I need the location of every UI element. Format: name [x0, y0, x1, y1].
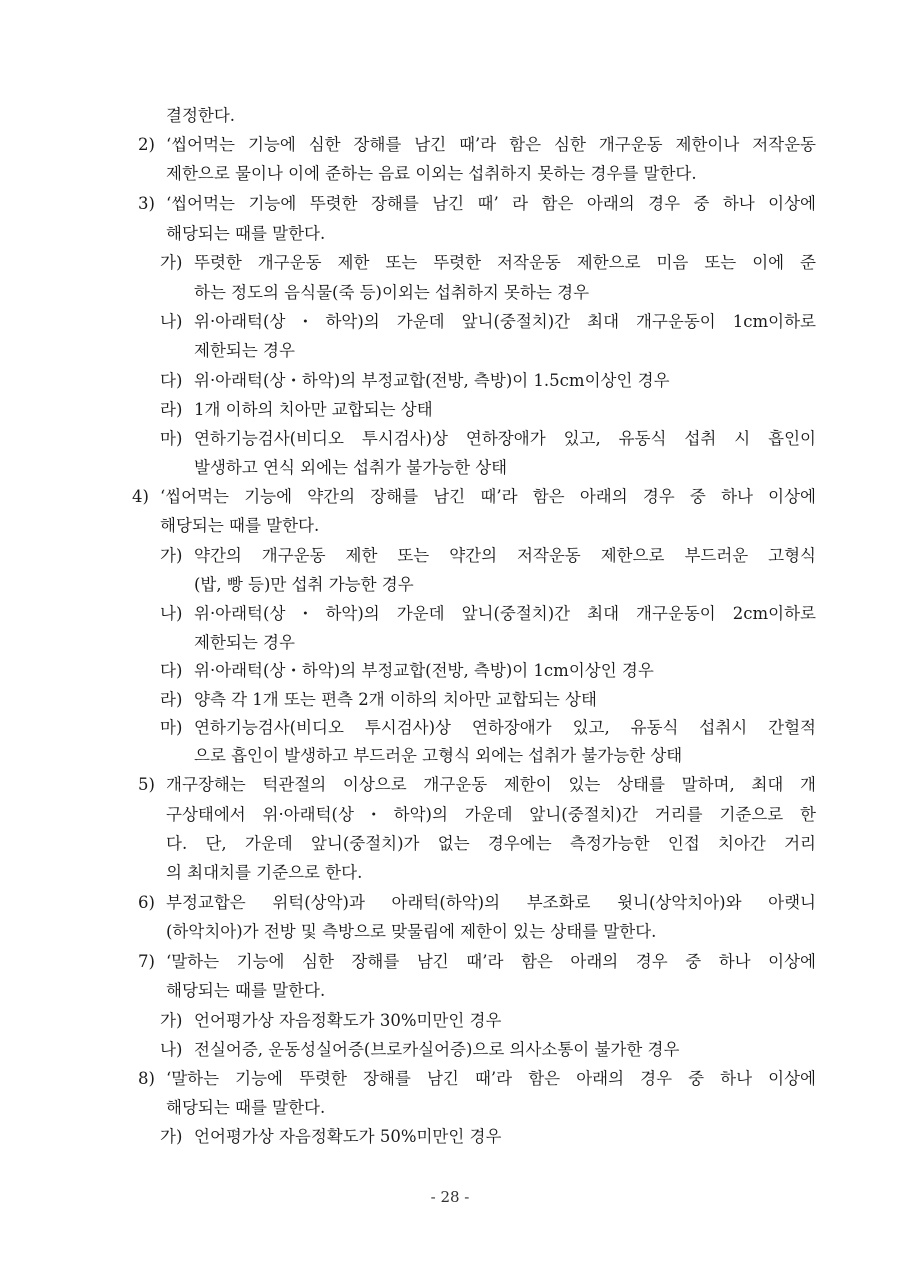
item-label: 다)	[160, 661, 183, 680]
line-text: 위·아래턱(상・하악)의 부정교합(전방, 측방)이 1.5cm이상인 경우	[194, 371, 670, 390]
text-line	[0, 453, 900, 483]
item-label: 다)	[160, 371, 183, 390]
sub-item-ra	[0, 685, 900, 715]
item-label: 가)	[160, 253, 183, 272]
line-text: 위·아래턱(상・하악)의 가운데 앞니(중절치)간 최대 개구운동이 1cm이하로	[194, 312, 816, 331]
text-line	[0, 101, 900, 131]
text-line	[0, 1093, 900, 1123]
text-line	[0, 628, 900, 658]
text-line	[0, 336, 900, 366]
line-text: ‘말하는 기능에 뚜렷한 장해를 남긴 때’라 함은 아래의 경우 중 하나 이상에	[166, 1069, 816, 1088]
line-text: 하는 정도의 음식물(죽 등)이외는 섭취하지 못하는 경우	[194, 283, 590, 302]
sub-item-na	[0, 1035, 900, 1065]
text-line	[0, 511, 900, 541]
text-line	[0, 570, 900, 600]
line-text: 발생하고 연식 외에는 섭취가 불가능한 상태	[194, 458, 508, 477]
line-text: (밥, 빵 등)만 섭취 가능한 경우	[194, 575, 414, 594]
text-line	[0, 219, 900, 249]
list-item-3	[0, 189, 900, 219]
item-label: 4)	[132, 487, 149, 506]
sub-item-da	[0, 366, 900, 396]
text-line	[0, 858, 900, 888]
item-label: 나)	[160, 1040, 183, 1059]
item-label: 가)	[160, 1127, 183, 1146]
line-text: 양측 각 1개 또는 편측 2개 이하의 치아만 교합되는 상태	[194, 690, 597, 709]
sub-item-ma	[0, 424, 900, 454]
line-text: 위·아래턱(상・하악)의 부정교합(전방, 측방)이 1cm이상인 경우	[194, 661, 654, 680]
list-item-5	[0, 770, 900, 800]
line-text: 해당되는 때를 말한다.	[166, 981, 326, 1000]
page-number: - 28 -	[430, 1188, 470, 1206]
line-text: 구상태에서 위·아래턱(상・하악)의 가운데 앞니(중절치)간 거리를 기준으로 한	[166, 805, 816, 824]
item-label: 마)	[160, 429, 183, 448]
text-line	[0, 829, 900, 859]
line-text: 제한되는 경우	[194, 633, 295, 652]
line-text: 해당되는 때를 말한다.	[166, 1098, 326, 1117]
text-line	[0, 800, 900, 830]
line-text: 뚜렷한 개구운동 제한 또는 뚜렷한 저작운동 제한으로 미음 또는 이에 준	[194, 253, 816, 272]
item-label: 6)	[138, 893, 155, 912]
item-label: 나)	[160, 312, 183, 331]
item-label: 라)	[160, 690, 183, 709]
line-text: ‘씹어먹는 기능에 심한 장해를 남긴 때’라 함은 심한 개구운동 제한이나 저작운동	[166, 135, 816, 154]
item-label: 나)	[160, 604, 183, 623]
line-text: 연하기능검사(비디오 투시검사)상 연하장애가 있고, 유동식 섭취 시 흡인이	[194, 429, 816, 448]
line-text: 약간의 개구운동 제한 또는 약간의 저작운동 제한으로 부드러운 고형식	[194, 546, 816, 565]
line-text: 으로 흡인이 발생하고 부드러운 고형식 외에는 섭취가 불가능한 상태	[194, 746, 683, 765]
sub-item-da	[0, 656, 900, 686]
line-text: 언어평가상 자음정확도가 50%미만인 경우	[194, 1127, 502, 1146]
sub-item-ga	[0, 248, 900, 278]
sub-item-ga	[0, 1006, 900, 1036]
item-label: 7)	[138, 952, 155, 971]
line-text: 해당되는 때를 말한다.	[166, 224, 326, 243]
line-text: ‘말하는 기능에 심한 장해를 남긴 때’라 함은 아래의 경우 중 하나 이상에	[166, 952, 816, 971]
item-label: 가)	[160, 1011, 183, 1030]
line-text: 다. 단, 가운데 앞니(중절치)가 없는 경우에는 측정가능한 인접 치아간 거리	[166, 834, 816, 853]
line-text: ‘씹어먹는 기능에 뚜렷한 장해를 남긴 때’ 라 함은 아래의 경우 중 하나 이상에	[166, 194, 816, 213]
sub-item-na	[0, 307, 900, 337]
item-label: 8)	[138, 1069, 155, 1088]
item-label: 2)	[138, 135, 155, 154]
line-text: ‘씹어먹는 기능에 약간의 장해를 남긴 때’라 함은 아래의 경우 중 하나 이상에	[160, 487, 816, 506]
line-text: (하악치아)가 전방 및 측방으로 맞물림에 제한이 있는 상태를 말한다.	[166, 922, 657, 941]
line-text: 제한으로 물이나 이에 준하는 음료 이외는 섭취하지 못하는 경우를 말한다.	[166, 164, 697, 183]
sub-item-ra	[0, 395, 900, 425]
text-line	[0, 917, 900, 947]
sub-item-na	[0, 599, 900, 629]
list-item-8	[0, 1064, 900, 1094]
item-label: 3)	[138, 194, 155, 213]
list-item-4	[0, 482, 900, 512]
line-text: 언어평가상 자음정확도가 30%미만인 경우	[194, 1011, 502, 1030]
line-text: 제한되는 경우	[194, 341, 295, 360]
list-item-6	[0, 888, 900, 918]
line-text: 해당되는 때를 말한다.	[160, 516, 320, 535]
line-text: 의 최대치를 기준으로 한다.	[166, 863, 363, 882]
item-label: 마)	[160, 718, 183, 737]
line-text: 1개 이하의 치아만 교합되는 상태	[194, 400, 433, 419]
text-line	[0, 741, 900, 771]
list-item-2	[0, 130, 900, 160]
line-text: 위·아래턱(상・하악)의 가운데 앞니(중절치)간 최대 개구운동이 2cm이하로	[194, 604, 816, 623]
text-line	[0, 159, 900, 189]
line-text: 부정교합은 위턱(상악)과 아래턱(하악)의 부조화로 윗니(상악치아)와 아랫니	[166, 893, 816, 912]
line-text: 개구장해는 턱관절의 이상으로 개구운동 제한이 있는 상태를 말하며, 최대 개	[166, 775, 816, 794]
item-label: 5)	[138, 775, 155, 794]
text-line	[0, 976, 900, 1006]
item-label: 라)	[160, 400, 183, 419]
text-line	[0, 278, 900, 308]
sub-item-ma	[0, 713, 900, 743]
line-text: 전실어증, 운동성실어증(브로카실어증)으로 의사소통이 불가한 경우	[194, 1040, 680, 1059]
line-text: 연하기능검사(비디오 투시검사)상 연하장애가 있고, 유동식 섭취시 간헐적	[194, 718, 816, 737]
item-label: 가)	[160, 546, 183, 565]
list-item-7	[0, 947, 900, 977]
line-text: 결정한다.	[166, 106, 236, 125]
sub-item-ga	[0, 541, 900, 571]
sub-item-ga	[0, 1122, 900, 1152]
